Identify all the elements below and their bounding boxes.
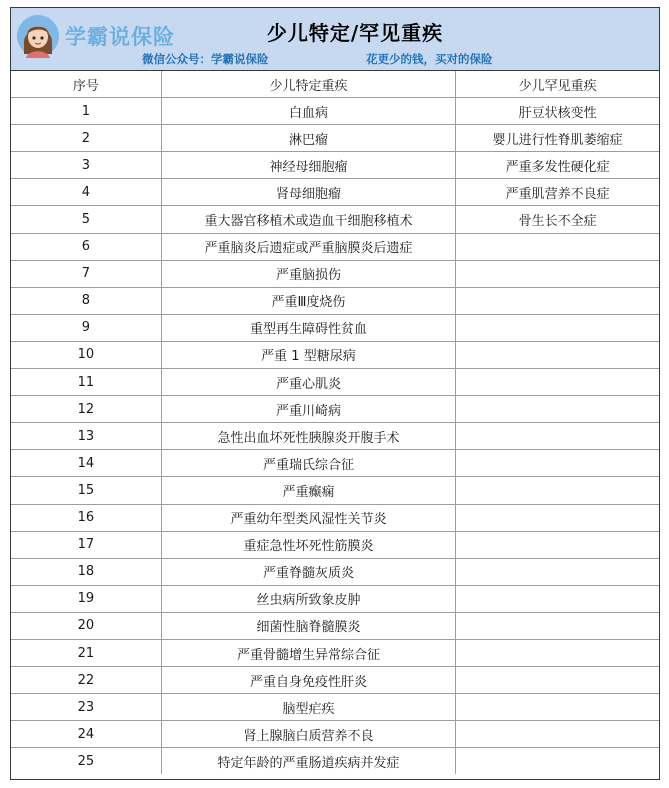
cell-index: 23 bbox=[11, 694, 161, 721]
cell-index: 24 bbox=[11, 721, 161, 748]
cell-rare-disease bbox=[456, 450, 659, 477]
table-row bbox=[11, 314, 659, 341]
slogan-subtitle: 花更少的钱，买对的保险 bbox=[366, 52, 493, 66]
cell-rare-disease bbox=[456, 314, 659, 341]
cell-index: 6 bbox=[11, 233, 161, 260]
table-row bbox=[11, 287, 659, 314]
table-row bbox=[11, 694, 659, 721]
cell-specific-disease: 重大器官移植术或造血干细胞移植术 bbox=[161, 206, 455, 233]
cell-specific-disease: 严重脑损伤 bbox=[161, 260, 455, 287]
cell-index: 4 bbox=[11, 179, 161, 206]
cell-specific-disease: 严重 1 型糖尿病 bbox=[161, 341, 455, 368]
cell-index: 12 bbox=[11, 396, 161, 423]
cell-rare-disease bbox=[456, 721, 659, 748]
table-row bbox=[11, 748, 659, 775]
table-row bbox=[11, 667, 659, 694]
table-row bbox=[11, 558, 659, 585]
cell-specific-disease: 严重脑炎后遗症或严重脑膜炎后遗症 bbox=[161, 233, 455, 260]
cell-rare-disease: 肝豆状核变性 bbox=[456, 98, 659, 125]
table-row bbox=[11, 233, 659, 260]
cell-index: 15 bbox=[11, 477, 161, 504]
cell-rare-disease: 严重多发性硬化症 bbox=[456, 152, 659, 179]
cell-rare-disease bbox=[456, 287, 659, 314]
cell-rare-disease bbox=[456, 341, 659, 368]
cell-rare-disease bbox=[456, 477, 659, 504]
cell-specific-disease: 重型再生障碍性贫血 bbox=[161, 314, 455, 341]
table-row bbox=[11, 179, 659, 206]
table-row bbox=[11, 585, 659, 612]
page-title: 少儿特定/罕见重疾 bbox=[266, 21, 444, 45]
cell-rare-disease bbox=[456, 423, 659, 450]
cell-index: 17 bbox=[11, 531, 161, 558]
cell-rare-disease bbox=[456, 233, 659, 260]
cell-index: 21 bbox=[11, 639, 161, 666]
cell-index: 20 bbox=[11, 612, 161, 639]
disease-sheet bbox=[10, 7, 660, 780]
brand-name: 学霸说保险 bbox=[65, 25, 175, 49]
cell-specific-disease: 淋巴瘤 bbox=[161, 125, 455, 152]
cell-rare-disease: 婴儿进行性脊肌萎缩症 bbox=[456, 125, 659, 152]
table-row bbox=[11, 152, 659, 179]
cell-specific-disease: 急性出血坏死性胰腺炎开腹手术 bbox=[161, 423, 455, 450]
cell-specific-disease: 细菌性脑脊髓膜炎 bbox=[161, 612, 455, 639]
cell-rare-disease bbox=[456, 585, 659, 612]
table-row bbox=[11, 206, 659, 233]
cell-specific-disease: 严重自身免疫性肝炎 bbox=[161, 667, 455, 694]
table-row bbox=[11, 612, 659, 639]
cell-index: 18 bbox=[11, 558, 161, 585]
cell-specific-disease: 严重Ⅲ度烧伤 bbox=[161, 287, 455, 314]
wechat-account-subtitle: 微信公众号：学霸说保险 bbox=[142, 52, 269, 66]
cell-specific-disease: 神经母细胞瘤 bbox=[161, 152, 455, 179]
cell-index: 13 bbox=[11, 423, 161, 450]
cell-specific-disease: 严重幼年型类风湿性关节炎 bbox=[161, 504, 455, 531]
cell-rare-disease bbox=[456, 531, 659, 558]
cell-rare-disease: 严重肌营养不良症 bbox=[456, 179, 659, 206]
cell-index: 22 bbox=[11, 667, 161, 694]
cell-specific-disease: 白血病 bbox=[161, 98, 455, 125]
cell-rare-disease bbox=[456, 748, 659, 775]
cell-index: 19 bbox=[11, 585, 161, 612]
cell-specific-disease: 严重骨髓增生异常综合征 bbox=[161, 639, 455, 666]
table-row bbox=[11, 721, 659, 748]
cell-rare-disease bbox=[456, 396, 659, 423]
table-row bbox=[11, 504, 659, 531]
table-row bbox=[11, 369, 659, 396]
table-row bbox=[11, 341, 659, 368]
disease-table bbox=[11, 71, 659, 774]
cell-rare-disease bbox=[456, 260, 659, 287]
cell-rare-disease bbox=[456, 612, 659, 639]
cell-index: 3 bbox=[11, 152, 161, 179]
cell-rare-disease bbox=[456, 667, 659, 694]
cell-rare-disease: 骨生长不全症 bbox=[456, 206, 659, 233]
table-row bbox=[11, 531, 659, 558]
table-header-row bbox=[11, 71, 659, 98]
cell-rare-disease bbox=[456, 639, 659, 666]
cell-index: 2 bbox=[11, 125, 161, 152]
column-header-index: 序号 bbox=[11, 71, 161, 98]
cell-index: 9 bbox=[11, 314, 161, 341]
cell-index: 8 bbox=[11, 287, 161, 314]
cell-index: 14 bbox=[11, 450, 161, 477]
cell-specific-disease: 严重脊髓灰质炎 bbox=[161, 558, 455, 585]
cell-rare-disease bbox=[456, 694, 659, 721]
cell-specific-disease: 特定年龄的严重肠道疾病并发症 bbox=[161, 748, 455, 775]
cell-specific-disease: 重症急性坏死性筋膜炎 bbox=[161, 531, 455, 558]
cell-index: 16 bbox=[11, 504, 161, 531]
table-row bbox=[11, 477, 659, 504]
cell-index: 11 bbox=[11, 369, 161, 396]
table-row bbox=[11, 396, 659, 423]
table-row bbox=[11, 260, 659, 287]
cell-index: 5 bbox=[11, 206, 161, 233]
cell-specific-disease: 严重瑞氏综合征 bbox=[161, 450, 455, 477]
header-banner bbox=[11, 8, 659, 71]
cell-specific-disease: 严重癫痫 bbox=[161, 477, 455, 504]
column-header-specific: 少儿特定重疾 bbox=[161, 71, 455, 98]
cell-rare-disease bbox=[456, 504, 659, 531]
cell-specific-disease: 丝虫病所致象皮肿 bbox=[161, 585, 455, 612]
cell-specific-disease: 脑型疟疾 bbox=[161, 694, 455, 721]
cell-specific-disease: 肾母细胞瘤 bbox=[161, 179, 455, 206]
cell-index: 7 bbox=[11, 260, 161, 287]
cell-rare-disease bbox=[456, 369, 659, 396]
table-row bbox=[11, 639, 659, 666]
table-row bbox=[11, 450, 659, 477]
column-header-rare: 少儿罕见重疾 bbox=[456, 71, 659, 98]
cell-index: 1 bbox=[11, 98, 161, 125]
cell-index: 10 bbox=[11, 341, 161, 368]
cell-specific-disease: 肾上腺脑白质营养不良 bbox=[161, 721, 455, 748]
cell-rare-disease bbox=[456, 558, 659, 585]
table-row bbox=[11, 423, 659, 450]
cell-index: 25 bbox=[11, 748, 161, 775]
table-row bbox=[11, 125, 659, 152]
cell-specific-disease: 严重心肌炎 bbox=[161, 369, 455, 396]
cell-specific-disease: 严重川崎病 bbox=[161, 396, 455, 423]
table-row bbox=[11, 98, 659, 125]
